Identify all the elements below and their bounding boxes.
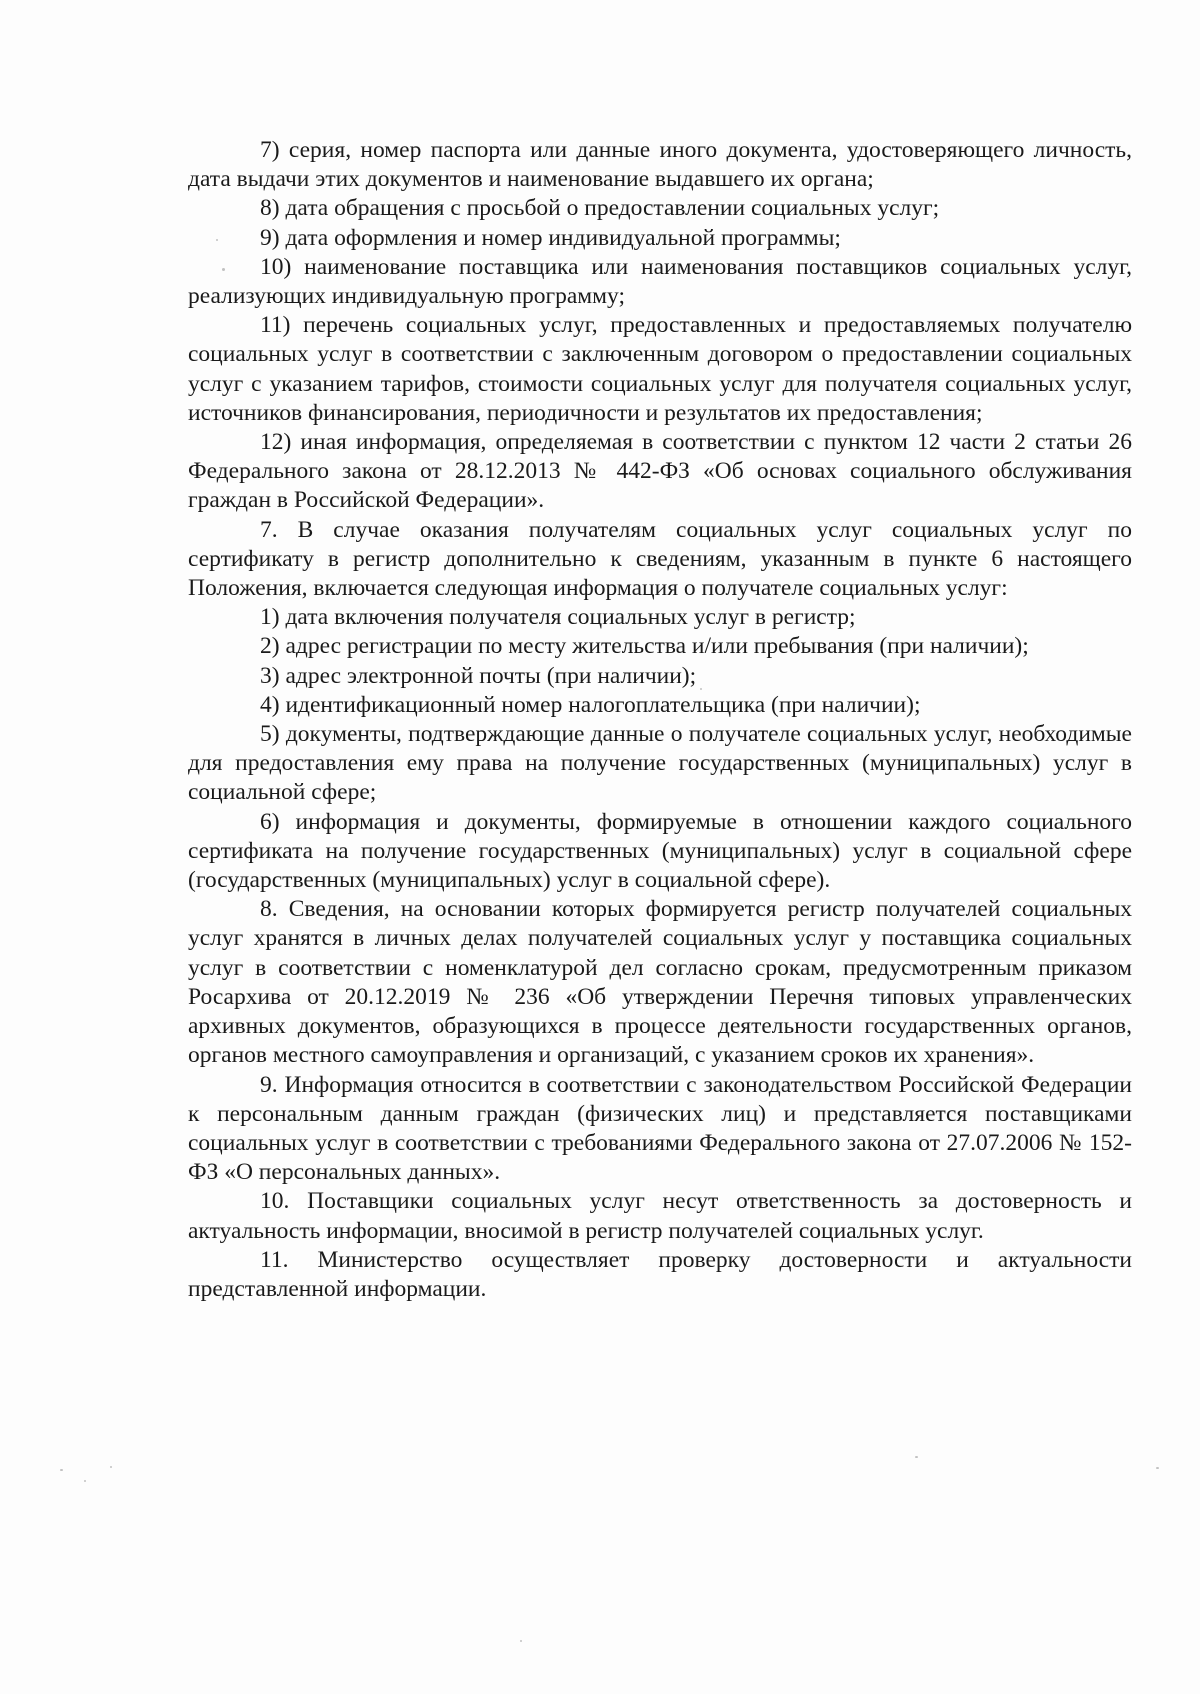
clause-7-item-2: 2) адрес регистрации по месту жительства и/или пребывания (при наличии);	[260, 633, 1029, 660]
list-item-9-program-date: 9) дата оформления и номер индивидуальной программы;	[260, 224, 841, 251]
list-item-12-other-info: 12) иная информация, определяемая в соответствии с пунктом 12 части 2 статьи 26 Федерального закона от 28.12.2013 № 442-ФЗ «Об основах социального обслуживания граждан в Российской Федерации».	[188, 429, 1132, 514]
list-item-8-request-date: 8) дата обращения с просьбой о предоставлении социальных услуг;	[260, 195, 940, 222]
list-item-7-passport: 7) серия, номер паспорта или данные иного документа, удостоверяющего личность, дата выдачи этих документов и наименование выдавшего их органа;	[188, 137, 1132, 193]
clause-11-verification: 11. Министерство осуществляет проверку достоверности и актуальности представленной информации.	[188, 1246, 1132, 1302]
clause-7-item-4: 4) идентификационный номер налогоплательщика (при наличии);	[260, 691, 921, 718]
clause-9-personal-data: 9. Информация относится в соответствии с законодательством Российской Федерации к персональным данным граждан (физических лиц) и представляется поставщиками социальных услуг в соответствии с требованиями Федерального закона от 27.07.2006 № 152-ФЗ «О персональных данных».	[188, 1071, 1132, 1186]
clause-7-certificate: 7. В случае оказания получателям социальных услуг социальных услуг по сертификату в регистр дополнительно к сведениям, указанным в пункте 6 настоящего Положения, включается следующая информация о получателе социальных услуг:	[188, 516, 1132, 602]
clause-7-item-3: 3) адрес электронной почты (при наличии);	[260, 662, 697, 689]
clause-7-item-6: 6) информация и документы, формируемые в отношении каждого социального сертификата на получение государственных (муниципальных) услуг в социальной сфере (государственных (муниципальных) услуг в социальной сфере).	[188, 808, 1132, 894]
list-item-11-services-list: 11) перечень социальных услуг, предоставленных и предоставляемых получателю социальных услуг в соответствии с заключенным договором о предоставлении социальных услуг с указанием тарифов, стоимости социальных услуг для получателя социальных услуг, источников финансирования, периодичности и результатов их предоставления;	[188, 312, 1132, 426]
clause-8-storage: 8. Сведения, на основании которых формируется регистр получателей социальных услуг хранятся в личных делах получателей социальных услуг у поставщика социальных услуг в соответствии с номенклатурой дел согласно срокам, предусмотренным приказом Росархива от 20.12.2019 № 236 «Об утверждении Перечня типовых управленческих архивных документов, образующихся в процессе деятельности государственных органов, органов местного самоуправления и организаций, с указанием сроков их хранения».	[188, 896, 1132, 1069]
clause-10-responsibility: 10. Поставщики социальных услуг несут ответственность за достоверность и актуальность информации, вносимой в регистр получателей социальных услуг.	[188, 1188, 1132, 1244]
clause-7-item-1: 1) дата включения получателя социальных услуг в регистр;	[260, 604, 856, 631]
list-item-10-provider-name: 10) наименование поставщика или наименования поставщиков социальных услуг, реализующих индивидуальную программу;	[188, 253, 1132, 310]
clause-7-item-5: 5) документы, подтверждающие данные о получателе социальных услуг, необходимые для предоставления ему права на получение государственных (муниципальных) услуг в социальной сфере;	[188, 721, 1132, 806]
document-body	[188, 136, 1132, 1304]
